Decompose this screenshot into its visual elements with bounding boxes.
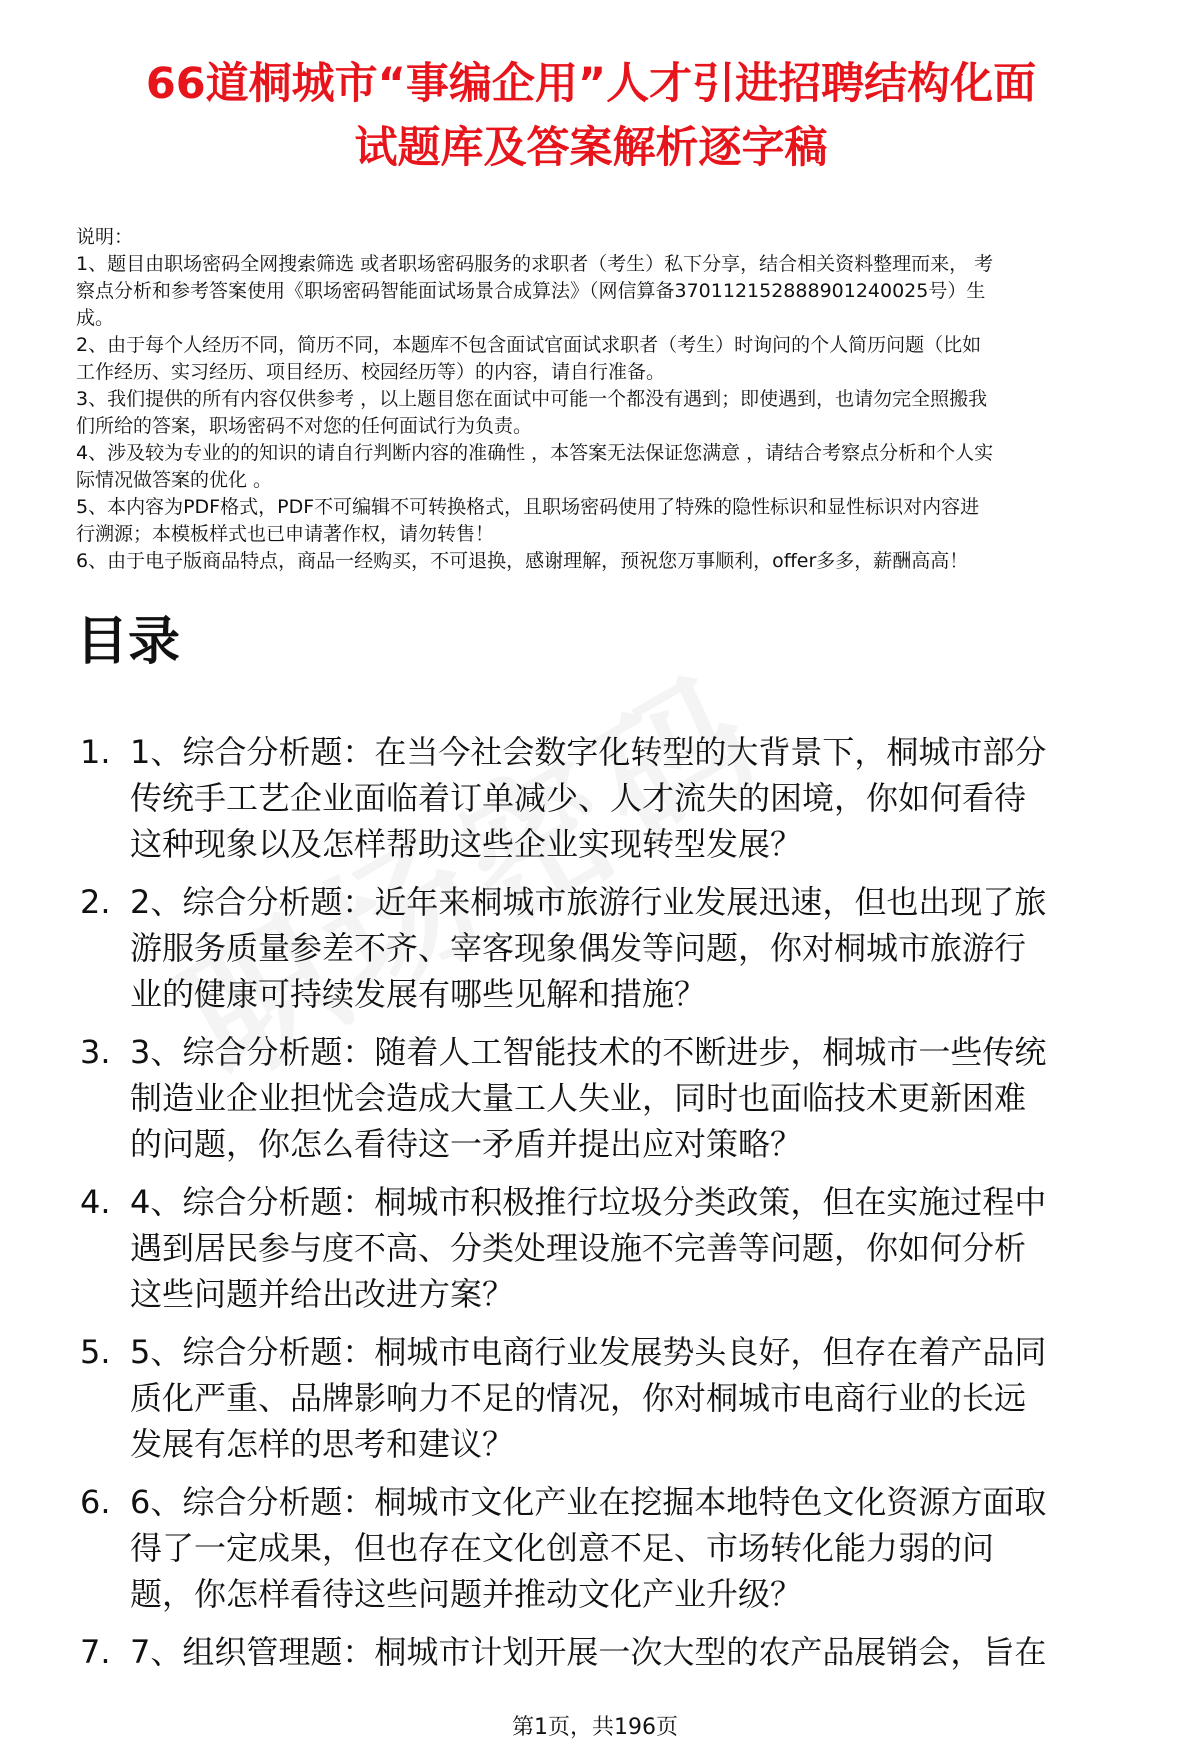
table-of-contents: [80, 729, 1170, 1675]
toc-item-line: 制造业企业担忧会造成大量工人失业，同时也面临技术更新困难: [130, 1079, 1027, 1117]
toc-item-line: 1、综合分析题：在当今社会数字化转型的大背景下，桐城市部分: [130, 733, 1047, 771]
note-line: 行溯源；本模板样式也已申请著作权，请勿转售！: [76, 523, 495, 545]
toc-item-line: 遇到居民参与度不高、分类处理设施不完善等问题，你如何分析: [130, 1229, 1027, 1267]
toc-item-line: 的问题，你怎么看待这一矛盾并提出应对策略？: [130, 1125, 803, 1163]
toc-item[interactable]: [80, 1029, 1170, 1167]
document-title: [46, 52, 1136, 180]
toc-item-line: 这种现象以及怎样帮助这些企业实现转型发展？: [130, 825, 803, 863]
toc-item-line: 4、综合分析题：桐城市积极推行垃圾分类政策，但在实施过程中: [130, 1183, 1047, 1221]
toc-item[interactable]: [80, 1479, 1170, 1617]
note-line: 5、本内容为PDF格式，PDF不可编辑不可转换格式，且职场密码使用了特殊的隐性标识和显性标识对内容进: [76, 496, 980, 518]
title-line: 66道桐城市“事编企用”人才引进招聘结构化面: [145, 59, 1037, 109]
toc-item[interactable]: [80, 879, 1170, 1017]
toc-item-line: 6、综合分析题：桐城市文化产业在挖掘本地特色文化资源方面取: [130, 1483, 1047, 1521]
title-line: 试题库及答案解析逐字稿: [354, 123, 828, 173]
toc-item-line: 传统手工艺企业面临着订单减少、人才流失的困境，你如何看待: [130, 779, 1027, 817]
toc-item-number: 5.: [80, 1333, 111, 1371]
note-line: 察点分析和参考答案使用《职场密码智能面试场景合成算法》（网信算备370112152888901240025号）生: [76, 280, 986, 302]
toc-item-number: 4.: [80, 1183, 111, 1221]
toc-item[interactable]: [80, 1179, 1170, 1317]
notes-section: [76, 224, 1156, 575]
toc-item-line: 7、组织管理题：桐城市计划开展一次大型的农产品展销会，旨在: [130, 1633, 1047, 1671]
toc-item[interactable]: [80, 729, 1170, 867]
toc-item-line: 游服务质量参差不齐、宰客现象偶发等问题，你对桐城市旅游行: [130, 929, 1027, 967]
toc-item-line: 得了一定成果，但也存在文化创意不足、市场转化能力弱的问: [130, 1529, 995, 1567]
note-line: 说明：: [76, 226, 134, 248]
toc-item-number: 3.: [80, 1033, 111, 1071]
note-line: 们所给的答案，职场密码不对您的任何面试行为负责。: [76, 415, 533, 437]
toc-item-line: 3、综合分析题：随着人工智能技术的不断进步，桐城市一些传统: [130, 1033, 1047, 1071]
toc-item-line: 发展有怎样的思考和建议？: [130, 1425, 515, 1463]
toc-item[interactable]: [80, 1629, 1170, 1675]
toc-item-line: 题，你怎样看待这些问题并推动文化产业升级？: [130, 1575, 803, 1613]
note-line: 2、由于每个人经历不同，简历不同，本题库不包含面试官面试求职者（考生）时询问的个人简历问题（比如: [76, 334, 982, 356]
toc-item-line: 质化严重、品牌影响力不足的情况，你对桐城市电商行业的长远: [130, 1379, 1027, 1417]
toc-item-number: 1.: [80, 733, 111, 771]
toc-heading: 目录: [76, 612, 181, 672]
note-line: 工作经历、实习经历、项目经历、校园经历等）的内容，请自行准备。: [76, 361, 666, 383]
toc-item-line: 这些问题并给出改进方案？: [130, 1275, 515, 1313]
note-line: 际情况做答案的优化 。: [76, 469, 273, 491]
toc-item-line: 2、综合分析题：近年来桐城市旅游行业发展迅速，但也出现了旅: [130, 883, 1047, 921]
note-line: 4、涉及较为专业的的知识的请自行判断内容的准确性 ，本答案无法保证您满意 ，请结合考察点分析和个人实: [76, 442, 994, 464]
toc-item-number: 7.: [80, 1633, 111, 1671]
toc-item-number: 6.: [80, 1483, 111, 1521]
toc-item-line: 业的健康可持续发展有哪些见解和措施？: [130, 975, 707, 1013]
note-line: 3、我们提供的所有内容仅供参考 ，以上题目您在面试中可能一个都没有遇到；即使遇到，也请勿完全照搬我: [76, 388, 988, 410]
toc-item-number: 2.: [80, 883, 111, 921]
note-line: 成。: [76, 307, 115, 329]
toc-item[interactable]: [80, 1329, 1170, 1467]
toc-item-line: 5、综合分析题：桐城市电商行业发展势头良好，但存在着产品同: [130, 1333, 1047, 1371]
note-line: 1、题目由职场密码全网搜索筛选 或者职场密码服务的求职者（考生）私下分享，结合相关资料整理而来， 考: [76, 253, 994, 275]
page-footer: 第1页，共196页: [512, 1715, 678, 1740]
note-line: 6、由于电子版商品特点，商品一经购买，不可退换，感谢理解，预祝您万事顺利，offer多多，薪酬高高！: [76, 550, 969, 572]
